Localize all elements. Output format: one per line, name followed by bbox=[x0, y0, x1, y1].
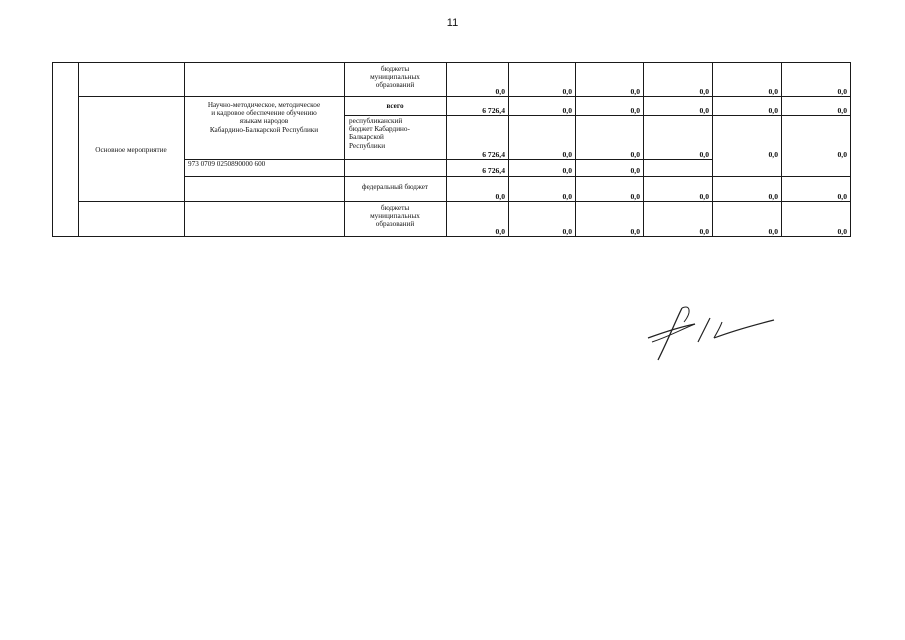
value-cell: 0,0 bbox=[768, 150, 778, 159]
value-cell: 0,0 bbox=[630, 87, 640, 96]
value-cell: 0,0 bbox=[495, 87, 505, 96]
value-cell: 6 726,4 bbox=[482, 166, 505, 175]
table-row-divider bbox=[184, 176, 850, 177]
value-cell: 0,0 bbox=[630, 150, 640, 159]
value-cell: 0,0 bbox=[630, 106, 640, 115]
value-cell: 0,0 bbox=[495, 227, 505, 236]
handwritten-signature bbox=[640, 300, 780, 365]
value-cell: 0,0 bbox=[562, 166, 572, 175]
value-cell: 0,0 bbox=[495, 192, 505, 201]
value-cell: 0,0 bbox=[630, 166, 640, 175]
value-cell: 0,0 bbox=[699, 106, 709, 115]
value-cell: 0,0 bbox=[837, 150, 847, 159]
source-label: бюджеты муниципальных образований bbox=[370, 65, 420, 90]
table-border-left bbox=[52, 62, 53, 237]
table-col-divider bbox=[344, 62, 345, 237]
budget-code: 973 0709 0250890000 600 bbox=[188, 160, 266, 168]
source-label: всего bbox=[386, 102, 404, 110]
value-cell: 0,0 bbox=[768, 106, 778, 115]
value-cell: 6 726,4 bbox=[482, 150, 505, 159]
value-cell: 0,0 bbox=[630, 227, 640, 236]
value-cell: 0,0 bbox=[699, 192, 709, 201]
value-cell: 0,0 bbox=[837, 87, 847, 96]
table-col-divider bbox=[78, 62, 79, 237]
value-cell: 0,0 bbox=[562, 87, 572, 96]
table-row-divider bbox=[78, 96, 850, 97]
value-cell: 0,0 bbox=[699, 87, 709, 96]
activity-name: Научно-методическое, методическое и кадровое обеспечение обучению языкам народов Кабардино-Балкарской Республики bbox=[207, 101, 321, 134]
value-cell: 0,0 bbox=[699, 150, 709, 159]
value-cell: 0,0 bbox=[562, 106, 572, 115]
table-border-bottom bbox=[52, 236, 850, 237]
table-border-top bbox=[52, 62, 850, 63]
value-cell: 0,0 bbox=[837, 106, 847, 115]
table-row-divider bbox=[78, 201, 850, 202]
value-cell: 0,0 bbox=[768, 227, 778, 236]
value-cell: 0,0 bbox=[562, 227, 572, 236]
value-cell: 0,0 bbox=[562, 150, 572, 159]
value-cell: 6 726,4 bbox=[482, 106, 505, 115]
value-cell: 0,0 bbox=[837, 227, 847, 236]
activity-type: Основное мероприятие bbox=[95, 146, 167, 154]
source-label: федеральный бюджет bbox=[361, 183, 429, 191]
value-cell: 0,0 bbox=[837, 192, 847, 201]
source-label: республиканский бюджет Кабардино- Балкарской Республики bbox=[349, 117, 410, 150]
source-label: бюджеты муниципальных образований bbox=[370, 204, 420, 229]
value-cell: 0,0 bbox=[768, 192, 778, 201]
table-col-divider bbox=[184, 62, 185, 237]
table-border-right bbox=[850, 62, 851, 237]
table-row-divider bbox=[344, 115, 850, 116]
value-cell: 0,0 bbox=[699, 227, 709, 236]
value-cell: 0,0 bbox=[768, 87, 778, 96]
page-number: 11 bbox=[446, 17, 459, 29]
value-cell: 0,0 bbox=[630, 192, 640, 201]
value-cell: 0,0 bbox=[562, 192, 572, 201]
